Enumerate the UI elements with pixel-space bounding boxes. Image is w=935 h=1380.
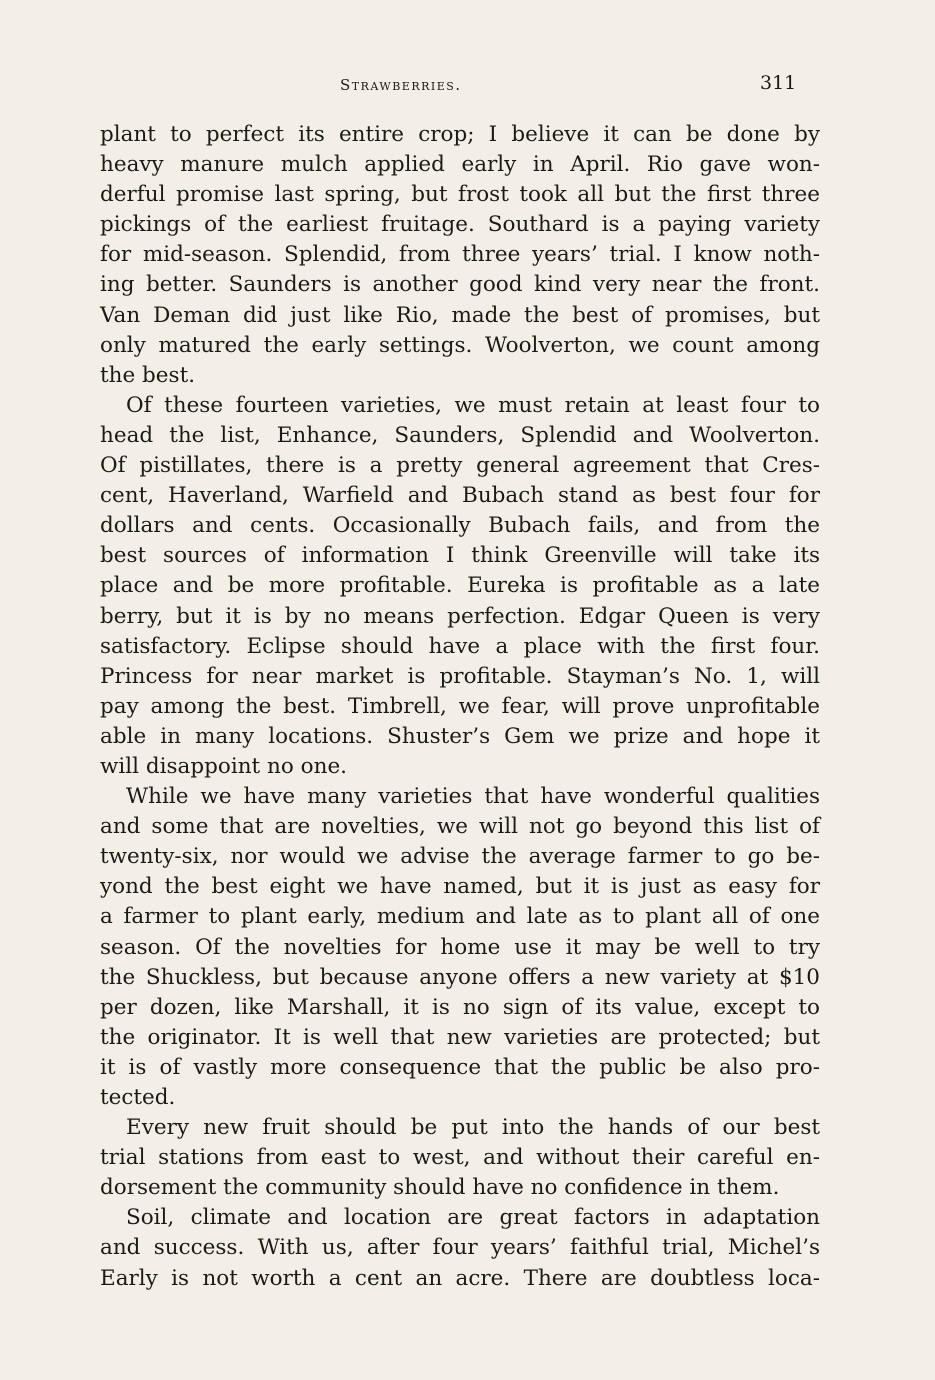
text-line: Of pistillates, there is a pretty general agreement that Cres-: [100, 453, 820, 479]
body-text: [100, 120, 820, 1294]
text-line: twenty-six, nor would we advise the average farmer to go be-: [100, 844, 820, 870]
text-line: and success. With us, after four years’ faithful trial, Michel’s: [100, 1235, 820, 1261]
running-title: Strawberries.: [340, 76, 462, 94]
text-line: and some that are novelties, we will not go beyond this list of: [100, 814, 820, 840]
text-line: place and be more profitable. Eureka is profitable as a late: [100, 573, 820, 599]
text-line: the best.: [100, 362, 196, 388]
text-line: heavy manure mulch applied early in April. Rio gave won-: [100, 152, 820, 178]
running-head: [0, 72, 935, 102]
text-line: Early is not worth a cent an acre. There are doubtless loca-: [100, 1265, 820, 1291]
text-line: the originator. It is well that new varieties are protected; but: [100, 1024, 820, 1050]
text-line: Every new fruit should be put into the hands of our best: [126, 1115, 820, 1141]
text-line: it is of vastly more consequence that the public be also pro-: [100, 1054, 820, 1080]
text-line: dollars and cents. Occasionally Bubach fails, and from the: [100, 513, 820, 539]
text-line: plant to perfect its entire crop; I believe it can be done by: [100, 122, 820, 147]
text-line: able in many locations. Shuster’s Gem we prize and hope it: [100, 723, 820, 749]
text-line: the Shuckless, but because anyone offers a new variety at $10: [100, 964, 820, 990]
text-line: Van Deman did just like Rio, made the best of promises, but: [100, 302, 820, 328]
text-line: per dozen, like Marshall, it is no sign of its value, except to: [100, 994, 820, 1020]
text-line: season. Of the novelties for home use it may be well to try: [100, 934, 820, 960]
text-line: satisfactory. Eclipse should have a place with the first four.: [100, 633, 820, 659]
text-line: tected.: [100, 1085, 176, 1110]
text-line: derful promise last spring, but frost took all but the first three: [100, 182, 820, 208]
text-line: trial stations from east to west, and without their careful en-: [100, 1145, 820, 1171]
text-line: yond the best eight we have named, but it is just as easy for: [100, 874, 820, 900]
text-line: While we have many varieties that have wonderful qualities: [126, 784, 820, 810]
text-line: for mid-season. Splendid, from three years’ trial. I know noth-: [100, 242, 820, 268]
text-line: berry, but it is by no means perfection. Edgar Queen is very: [100, 603, 820, 629]
page-number: 311: [760, 72, 797, 94]
text-line: only matured the early settings. Woolverton, we count among: [100, 332, 820, 358]
text-line: will disappoint no one.: [100, 753, 347, 779]
text-line: cent, Haverland, Warfield and Bubach stand as best four for: [100, 483, 820, 509]
text-line: a farmer to plant early, medium and late as to plant all of one: [100, 904, 820, 930]
text-line: best sources of information I think Greenville will take its: [100, 543, 820, 569]
text-line: ing better. Saunders is another good kind very near the front.: [100, 272, 820, 298]
text-line: Princess for near market is profitable. Stayman’s No. 1, will: [100, 663, 820, 689]
text-line: pickings of the earliest fruitage. Southard is a paying variety: [100, 212, 820, 238]
text-line: dorsement the community should have no confidence in them.: [100, 1175, 780, 1201]
text-line: Of these fourteen varieties, we must retain at least four to: [126, 392, 820, 418]
text-line: head the list, Enhance, Saunders, Splendid and Woolverton.: [100, 422, 820, 448]
text-line: Soil, climate and location are great factors in adaptation: [126, 1205, 820, 1231]
text-line: pay among the best. Timbrell, we fear, will prove unprofitable: [100, 693, 820, 719]
